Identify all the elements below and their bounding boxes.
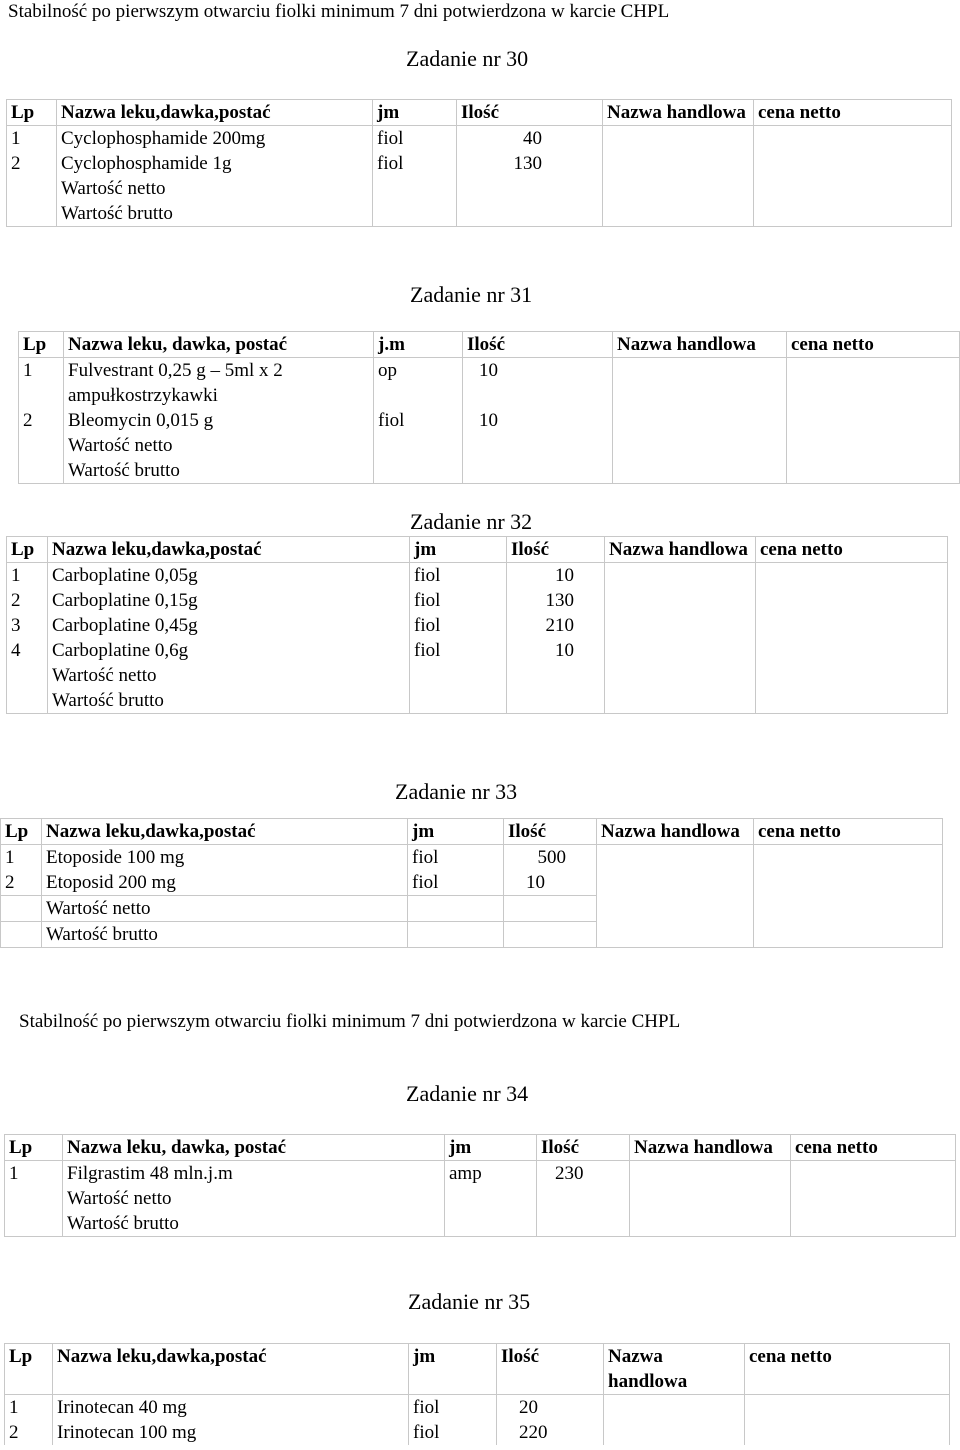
col-price-header: cena netto (754, 819, 943, 845)
row-lp: 2 (7, 151, 57, 176)
brutto-row (19, 458, 960, 484)
col-price-header: cena netto (745, 1344, 950, 1395)
table-header-row (1, 819, 943, 845)
row-lp: 4 (7, 638, 48, 663)
table-row (7, 613, 948, 638)
table-row (7, 563, 948, 589)
col-jm-header: jm (445, 1135, 537, 1161)
netto-row (19, 433, 960, 458)
row-lp: 1 (7, 126, 57, 152)
col-lp-header: Lp (1, 819, 42, 845)
row-jm: fiol (410, 638, 507, 663)
col-trade-header: Nazwa handlowa (603, 100, 754, 126)
col-name-header: Nazwa leku,dawka,postać (42, 819, 408, 845)
row-price (787, 358, 960, 409)
row-jm: fiol (410, 563, 507, 589)
table-row (1, 845, 943, 871)
row-lp: 2 (5, 1420, 53, 1445)
table-header-row (5, 1344, 950, 1395)
row-name: Etoposid 200 mg (42, 870, 408, 896)
row-jm: fiol (374, 408, 463, 433)
col-jm-header: jm (410, 537, 507, 563)
netto-label: Wartość netto (57, 176, 373, 201)
row-name: Irinotecan 40 mg (53, 1395, 409, 1421)
table-row (7, 151, 952, 176)
brutto-row (7, 688, 948, 714)
netto-label: Wartość netto (42, 896, 408, 922)
row-name: Bleomycin 0,015 g (64, 408, 374, 433)
col-price-header: cena netto (787, 332, 960, 358)
table-row (7, 638, 948, 663)
task-31-table (18, 331, 960, 484)
netto-row (7, 663, 948, 688)
table-row (7, 588, 948, 613)
row-name: Cyclophosphamide 1g (57, 151, 373, 176)
task-32-table (6, 536, 948, 714)
col-lp-header: Lp (5, 1344, 53, 1395)
row-lp: 1 (19, 358, 64, 409)
row-lp: 1 (7, 563, 48, 589)
row-qty: 10 (463, 358, 613, 409)
netto-row (7, 176, 952, 201)
row-name: Cyclophosphamide 200mg (57, 126, 373, 152)
task-35-title: Zadanie nr 35 (408, 1289, 531, 1314)
row-qty: 220 (497, 1420, 604, 1445)
row-qty: 20 (497, 1395, 604, 1421)
col-lp-header: Lp (7, 100, 57, 126)
col-jm-header: jm (408, 819, 504, 845)
table-row (5, 1395, 950, 1421)
netto-row (1, 896, 943, 922)
row-jm: op (374, 358, 463, 409)
row-jm: amp (445, 1161, 537, 1187)
task-34-table (4, 1134, 956, 1237)
row-qty: 10 (504, 870, 597, 896)
row-jm: fiol (373, 151, 457, 176)
row-qty: 230 (537, 1161, 630, 1187)
brutto-row (5, 1211, 956, 1237)
row-qty: 40 (457, 126, 603, 152)
row-lp: 3 (7, 613, 48, 638)
row-name: Carboplatine 0,15g (48, 588, 410, 613)
col-lp-header: Lp (7, 537, 48, 563)
brutto-row (7, 201, 952, 227)
row-price (754, 126, 952, 152)
col-trade-header: Nazwa handlowa (604, 1344, 745, 1395)
row-qty: 130 (457, 151, 603, 176)
brutto-label: Wartość brutto (63, 1211, 445, 1237)
task-30-title: Zadanie nr 30 (406, 46, 529, 71)
row-lp: 1 (1, 845, 42, 871)
col-qty-header: Ilość (537, 1135, 630, 1161)
task-32-title: Zadanie nr 32 (410, 509, 533, 534)
brutto-label: Wartość brutto (48, 688, 410, 714)
col-name-header: Nazwa leku, dawka, postać (64, 332, 374, 358)
row-lp: 1 (5, 1395, 53, 1421)
row-trade (613, 358, 787, 409)
row-qty: 210 (507, 613, 605, 638)
table-header-row (19, 332, 960, 358)
table-header-row (7, 537, 948, 563)
col-qty-header: Ilość (457, 100, 603, 126)
col-jm-header: jm (409, 1344, 497, 1395)
col-qty-header: Ilość (507, 537, 605, 563)
row-qty: 10 (463, 408, 613, 433)
col-lp-header: Lp (19, 332, 64, 358)
col-name-header: Nazwa leku, dawka, postać (63, 1135, 445, 1161)
row-lp: 1 (5, 1161, 63, 1187)
table-header-row (7, 100, 952, 126)
netto-label: Wartość netto (64, 433, 374, 458)
row-jm: fiol (408, 870, 504, 896)
row-jm: fiol (410, 588, 507, 613)
task-35-table (4, 1343, 950, 1445)
netto-label: Wartość netto (48, 663, 410, 688)
row-trade (603, 151, 754, 176)
col-trade-header: Nazwa handlowa (630, 1135, 791, 1161)
col-trade-header: Nazwa handlowa (597, 819, 754, 845)
row-jm: fiol (373, 126, 457, 152)
task-33-title: Zadanie nr 33 (395, 779, 518, 804)
table-row (7, 126, 952, 152)
col-price-header: cena netto (754, 100, 952, 126)
table-header-row (5, 1135, 956, 1161)
row-lp: 2 (1, 870, 42, 896)
row-jm: fiol (409, 1395, 497, 1421)
col-name-header: Nazwa leku,dawka,postać (53, 1344, 409, 1395)
col-trade-header: Nazwa handlowa (605, 537, 756, 563)
table-row (19, 358, 960, 409)
stability-note-top: Stabilność po pierwszym otwarciu fiolki minimum 7 dni potwierdzona w karcie CHPL (8, 1, 670, 22)
row-qty: 130 (507, 588, 605, 613)
netto-row (5, 1186, 956, 1211)
row-qty: 10 (507, 638, 605, 663)
stability-note-mid: Stabilność po pierwszym otwarciu fiolki minimum 7 dni potwierdzona w karcie CHPL (19, 1011, 681, 1032)
table-row (5, 1161, 956, 1187)
col-qty-header: Ilość (497, 1344, 604, 1395)
col-price-header: cena netto (791, 1135, 956, 1161)
brutto-row (1, 922, 943, 948)
brutto-label: Wartość brutto (42, 922, 408, 948)
brutto-label: Wartość brutto (64, 458, 374, 484)
row-trade (603, 126, 754, 152)
table-row (19, 408, 960, 433)
task-30-table (6, 99, 952, 227)
table-row (1, 870, 943, 896)
col-price-header: cena netto (756, 537, 948, 563)
col-lp-header: Lp (5, 1135, 63, 1161)
row-lp: 2 (7, 588, 48, 613)
row-name: Carboplatine 0,05g (48, 563, 410, 589)
row-lp: 2 (19, 408, 64, 433)
row-qty: 10 (507, 563, 605, 589)
col-qty-header: Ilość (504, 819, 597, 845)
row-name: Etoposide 100 mg (42, 845, 408, 871)
row-name: Filgrastim 48 mln.j.m (63, 1161, 445, 1187)
col-name-header: Nazwa leku,dawka,postać (57, 100, 373, 126)
brutto-label: Wartość brutto (57, 201, 373, 227)
task-31-title: Zadanie nr 31 (410, 282, 533, 307)
row-qty: 500 (504, 845, 597, 871)
row-name: Carboplatine 0,6g (48, 638, 410, 663)
col-name-header: Nazwa leku,dawka,postać (48, 537, 410, 563)
row-jm: fiol (408, 845, 504, 871)
col-qty-header: Ilość (463, 332, 613, 358)
netto-label: Wartość netto (63, 1186, 445, 1211)
col-trade-header: Nazwa handlowa (613, 332, 787, 358)
col-jm-header: j.m (374, 332, 463, 358)
row-price (754, 151, 952, 176)
row-name: Carboplatine 0,45g (48, 613, 410, 638)
col-jm-header: jm (373, 100, 457, 126)
row-name: Irinotecan 100 mg (53, 1420, 409, 1445)
row-jm: fiol (409, 1420, 497, 1445)
task-34-title: Zadanie nr 34 (406, 1081, 529, 1106)
table-row (5, 1420, 950, 1445)
row-name: Fulvestrant 0,25 g – 5ml x 2 ampułkostrzykawki (64, 358, 374, 409)
row-jm: fiol (410, 613, 507, 638)
task-33-table (0, 818, 943, 948)
